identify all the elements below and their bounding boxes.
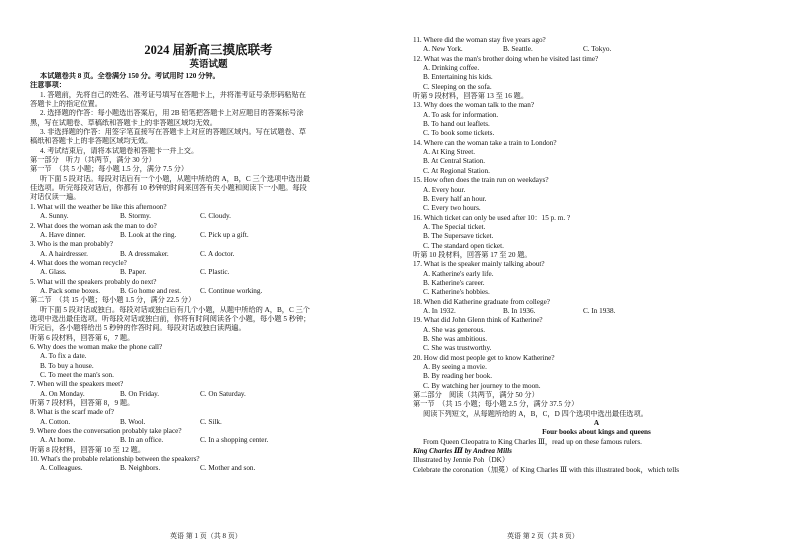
- section-heading: 第二节 （共 15 小题；每小题 1.5 分，满分 22.5 分）: [30, 296, 196, 305]
- intro-line: 本试题卷共 8 页。全卷满分 150 分。考试用时 120 分钟。: [40, 72, 220, 80]
- option-c: C. Cloudy.: [200, 212, 231, 221]
- book-line: Illustrated by Jennie Poh（DK）: [413, 456, 510, 465]
- option-b: B. Look at the ring.: [120, 230, 177, 239]
- exam-title: 2024 届新高三摸底联考: [144, 43, 273, 57]
- option-a: A. In 1932.: [423, 306, 456, 315]
- instruction-line: 阅读下列短文，从每题所给的 A，B，C，D 四个选项中选出最佳选项。: [423, 409, 648, 418]
- option-b: B. Neighbors.: [120, 464, 161, 473]
- question-18: 18. When did Katherine graduate from college?: [413, 297, 550, 306]
- instruction-line: 听完后，各小题将给出 5 秒钟的作答时间。每段对话或独白读两遍。: [30, 324, 246, 333]
- passage-line: From Queen Cleopatra to King Charles Ⅲ，read up on these famous rulers.: [423, 437, 642, 446]
- option-a: A. Have dinner.: [40, 230, 86, 239]
- options-18: [413, 307, 780, 316]
- question-3: 3. Who is the man probably?: [30, 240, 113, 249]
- material-lead: 听第 7 段材料，回答第 8，9 题。: [30, 399, 135, 408]
- question-7: 7. When will the speakers meet?: [30, 380, 124, 389]
- option-b: B. On Friday.: [120, 389, 160, 398]
- book-line: Celebrate the coronation（加冕）of King Charles Ⅲ with this illustrated book，which tells: [413, 465, 680, 474]
- option-a: A. New York.: [423, 45, 463, 54]
- option-a: A. To fix a date.: [40, 352, 87, 361]
- question-16: 16. Which ticket can only be used after 10：15 p. m. ?: [413, 213, 571, 222]
- passage-letter: A: [593, 419, 600, 428]
- material-lead: 听第 10 段材料，回答第 17 至 20 题。: [413, 250, 532, 259]
- option-b: B. In 1936.: [503, 306, 536, 315]
- options-9: [30, 436, 387, 445]
- right-page: [397, 0, 794, 551]
- option-c: C. Sleeping on the sofa.: [423, 82, 492, 91]
- option-a: A. Every hour.: [423, 185, 466, 194]
- option-b: B. Every half an hour.: [423, 194, 487, 203]
- option-b: B. Entertaining his kids.: [423, 73, 493, 82]
- passage-title: Four books about kings and queens: [542, 428, 651, 437]
- part-heading: 第一部分 听力（共两节，满分 30 分）: [30, 156, 156, 165]
- page-footer: 英语 第 2 页（共 8 页）: [507, 532, 579, 540]
- section-heading: 第一节 （共 5 小题；每小题 1.5 分，满分 7.5 分）: [30, 165, 189, 174]
- option-b: B. Seattle.: [503, 45, 533, 54]
- instruction-line: 佳选项。听完每段对话后，你都有 10 秒钟的时间来回答有关小题和阅读下一小题。每段: [30, 184, 307, 193]
- option-b: B. Go home and rest.: [120, 286, 182, 295]
- option-a: A. A hairdresser.: [40, 249, 88, 258]
- option-b: B. Wool.: [120, 417, 146, 426]
- options-4: [30, 268, 387, 277]
- option-b: B. By reading her book.: [423, 372, 493, 381]
- material-lead: 听第 8 段材料，回答第 10 至 12 题。: [30, 445, 146, 454]
- question-8: 8. What is the scarf made of?: [30, 408, 114, 417]
- option-c: C. Every two hours.: [423, 204, 481, 213]
- option-a: A. The Special ticket.: [423, 222, 486, 231]
- instruction-line: 听下面 5 段对话或独白。每段对话或独白后有几个小题，从题中所给的 A，B，C 三个: [40, 305, 310, 314]
- option-a: A. By seeing a movie.: [423, 363, 487, 372]
- question-10: 10. What's the probable relationship between the speakers?: [30, 455, 200, 464]
- option-a: A. Sunny.: [40, 212, 69, 221]
- option-b: B. Stormy.: [120, 212, 151, 221]
- option-a: A. Drinking coffee.: [423, 64, 480, 73]
- instruction-line: 听下面 5 段对话。每段对话后有一个小题，从题中所给的 A，B，C 三个选项中选出最: [40, 174, 310, 183]
- options-3: [30, 250, 387, 259]
- option-a: A. Cotton.: [40, 417, 71, 426]
- option-b: B. A dressmaker.: [120, 249, 169, 258]
- option-b: B. Katherine's career.: [423, 278, 485, 287]
- option-b: B. To buy a house.: [40, 361, 94, 370]
- option-a: A. At King Street.: [423, 148, 476, 157]
- note-line: 4. 考试结束后，请将本试题卷和答题卡一并上交。: [40, 146, 199, 155]
- material-lead: 听第 6 段材料，回答第 6，7 题。: [30, 333, 135, 342]
- option-c: C. To meet the man's son.: [40, 371, 114, 379]
- section-heading: 第一节 （共 15 小题；每小题 2.5 分，满分 37.5 分）: [413, 400, 579, 409]
- question-13: 13. Why does the woman talk to the man?: [413, 101, 535, 110]
- option-a: A. On Monday.: [40, 389, 85, 398]
- question-17: 17. What is the speaker mainly talking about?: [413, 260, 545, 269]
- question-14: 14. Where can the woman take a train to London?: [413, 138, 557, 147]
- option-b: B. At Central Station.: [423, 157, 486, 166]
- option-a: A. Katherine's early life.: [423, 269, 494, 278]
- options-11: [413, 45, 780, 54]
- option-b: B. To hand out leaflets.: [423, 120, 490, 129]
- part-heading: 第二部分 阅读（共两节，满分 50 分）: [413, 391, 539, 400]
- question-12: 12. What was the man's brother doing when he visited last time?: [413, 54, 599, 63]
- question-2: 2. What does the woman ask the man to do?: [30, 221, 157, 230]
- option-a: A. At home.: [40, 436, 76, 445]
- question-5: 5. What will the speakers probably do next?: [30, 277, 157, 286]
- option-c: C. Pick up a gift.: [200, 230, 249, 239]
- options-8: [30, 418, 387, 427]
- instruction-line: 选项中选出最佳选项。听每段对话或独白前，你将有时间阅读各个小题，每小题 5 秒钟；: [30, 314, 311, 323]
- option-a: A. Glass.: [40, 268, 67, 277]
- option-c: C. Plastic.: [200, 268, 230, 277]
- note-line: 稿纸和答题卡上的非答题区域均无效。: [30, 137, 153, 146]
- question-1: 1. What will the weather be like this afternoon?: [30, 202, 167, 211]
- option-c: C. The standard open ticket.: [423, 241, 504, 250]
- book-title: King Charles Ⅲ by Andrea Mills: [413, 447, 512, 456]
- options-7: [30, 390, 387, 399]
- question-11: 11. Where did the woman stay five years ago?: [413, 36, 546, 44]
- question-20: 20. How did most people get to know Katherine?: [413, 353, 555, 362]
- question-9: 9. Where does the conversation probably take place?: [30, 427, 182, 436]
- material-lead: 听第 9 段材料，回答第 13 至 16 题。: [413, 92, 529, 101]
- options-5: [30, 287, 387, 296]
- option-c: C. Mother and son.: [200, 464, 256, 473]
- option-c: C. At Regional Station.: [423, 166, 490, 175]
- question-15: 15. How often does the train run on weekdays?: [413, 176, 549, 185]
- option-a: A. Pack some boxes.: [40, 286, 101, 295]
- note-line: 3. 非选择题的作答：用签字笔直接写在答题卡上对应的答题区域内。写在试题卷、草: [40, 128, 306, 137]
- option-c: C. A doctor.: [200, 249, 235, 258]
- option-c: C. Katherine's hobbies.: [423, 288, 490, 297]
- options-2: [30, 231, 387, 240]
- option-a: A. Colleagues.: [40, 464, 83, 473]
- option-c: C. In 1938.: [583, 306, 616, 315]
- option-b: B. In an office.: [120, 436, 164, 445]
- option-b: B. The Supersave ticket.: [423, 232, 494, 241]
- note-line: 黑，写在试题卷、草稿纸和答题卡上的非答题区域均无效。: [30, 118, 217, 127]
- option-c: C. By watching her journey to the moon.: [423, 381, 541, 390]
- question-19: 19. What did John Glenn think of Katherine?: [413, 316, 543, 325]
- exam-subtitle: 英语试题: [189, 60, 228, 70]
- question-6: 6. Why does the woman make the phone call?: [30, 342, 163, 351]
- option-b: B. She was ambitious.: [423, 335, 488, 343]
- question-4: 4. What does the woman recycle?: [30, 258, 127, 267]
- option-c: C. Continue working.: [200, 286, 263, 295]
- option-c: C. In a shopping center.: [200, 436, 269, 445]
- notes-title: 注意事项：: [30, 81, 66, 90]
- option-c: C. Tokyo.: [583, 45, 612, 54]
- option-c: C. On Saturday.: [200, 389, 246, 398]
- options-1: [30, 212, 387, 221]
- option-a: A. To ask for information.: [423, 110, 499, 119]
- page-footer: 英语 第 1 页（共 8 页）: [170, 532, 242, 540]
- note-line: 2. 选择题的作答：每小题选出答案后，用 2B 铅笔把答题卡上对应题目的答案标号涂: [40, 109, 304, 118]
- instruction-line: 对话仅读一遍。: [30, 193, 81, 202]
- option-c: C. To book some tickets.: [423, 129, 495, 138]
- options-10: [30, 464, 387, 473]
- note-line: 1. 答题前，先将自己的姓名、准考证号填写在答题卡上，并将准考证号条形码粘贴在: [40, 90, 306, 99]
- note-line: 答题卡上的指定位置。: [30, 100, 102, 109]
- option-b: B. Paper.: [120, 268, 147, 277]
- option-c: C. Silk.: [200, 417, 222, 426]
- option-a: A. She was generous.: [423, 325, 486, 334]
- option-c: C. She was trustworthy.: [423, 344, 492, 353]
